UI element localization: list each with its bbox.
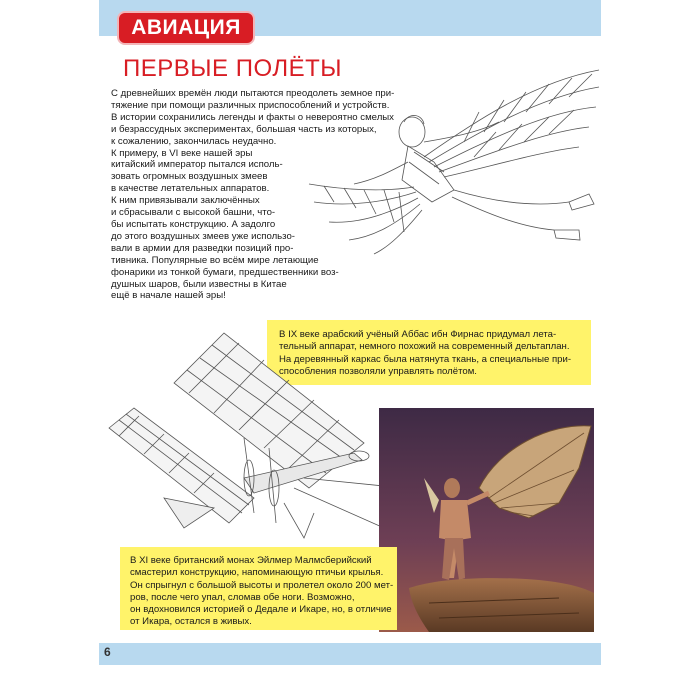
page <box>99 0 601 700</box>
intro-line: фонарики из тонкой бумаги, предшественники воз- <box>111 266 339 278</box>
winged-man-illustration <box>304 62 601 262</box>
callout-line: смастерил конструкцию, напоминающую птичьи крылья. <box>130 567 384 579</box>
intro-line: к сожалению, закончилась неудачно. <box>111 135 277 147</box>
intro-line: тяжение при помощи различных приспособлений и устройств. <box>111 99 390 111</box>
intro-line: С древнейших времён люди пытаются преодолеть земное при- <box>111 88 395 99</box>
intro-line: душных шаров, были известны в Китае <box>111 278 287 290</box>
callout-line: он вдохновился историей о Дедале и Икаре, но, в отличие <box>130 604 392 616</box>
page-number: 6 <box>104 645 111 659</box>
intro-line: в качестве летательных аппаратов. <box>111 183 270 195</box>
page-title: ПЕРВЫЕ ПОЛЁТЫ <box>123 55 343 82</box>
section-tag: АВИАЦИЯ <box>117 11 255 45</box>
callout-line: от Икара, остался в живых. <box>130 616 252 628</box>
intro-line: зовать огромных воздушных змеев <box>111 171 268 183</box>
intro-line: ещё в начале нашей эры! <box>111 290 226 302</box>
callout-line: тельный аппарат, немного похожий на современный дельтаплан. <box>279 341 570 353</box>
intro-line: до этого воздушных змеев уже использо- <box>111 230 295 242</box>
callout-line: ров, после чего упал, сломав обе ноги. Возможно, <box>130 591 355 603</box>
winged-man-photo <box>379 408 594 632</box>
intro-line: В истории сохранились легенды и факты о невероятно смелых <box>111 111 394 123</box>
callout-line: На деревянный каркас была натянута ткань, а специальные при- <box>279 353 572 365</box>
intro-line: К примеру, в VI веке нашей эры <box>111 147 253 159</box>
intro-line: тивника. Популярные во всём мире летающие <box>111 254 319 266</box>
callout-line: способления позволяли управлять полётом. <box>279 365 477 377</box>
callout-line: В XI веке британский монах Эйлмер Малмсберийский <box>130 555 372 566</box>
intro-line: вали в армии для разведки позиций про- <box>111 242 294 254</box>
aircraft-illustration <box>104 328 404 548</box>
intro-line: и сбрасывали с высокой башни, что- <box>111 207 276 219</box>
footer-band <box>99 643 601 665</box>
intro-line: и безрассудных экспериментах, большая часть из которых, <box>111 123 377 135</box>
callout-eilmer <box>120 547 397 630</box>
intro-line: китайский император пытался исполь- <box>111 159 283 171</box>
intro-line: бы испытать конструкцию. А задолго <box>111 218 276 230</box>
callout-line: В IX веке арабский учёный Аббас ибн Фирнас придумал лета- <box>279 329 557 340</box>
intro-line: К ним привязывали заключённых <box>111 195 260 207</box>
callout-line: Он спрыгнул с большой высоты и пролетел около 200 мет- <box>130 579 394 591</box>
